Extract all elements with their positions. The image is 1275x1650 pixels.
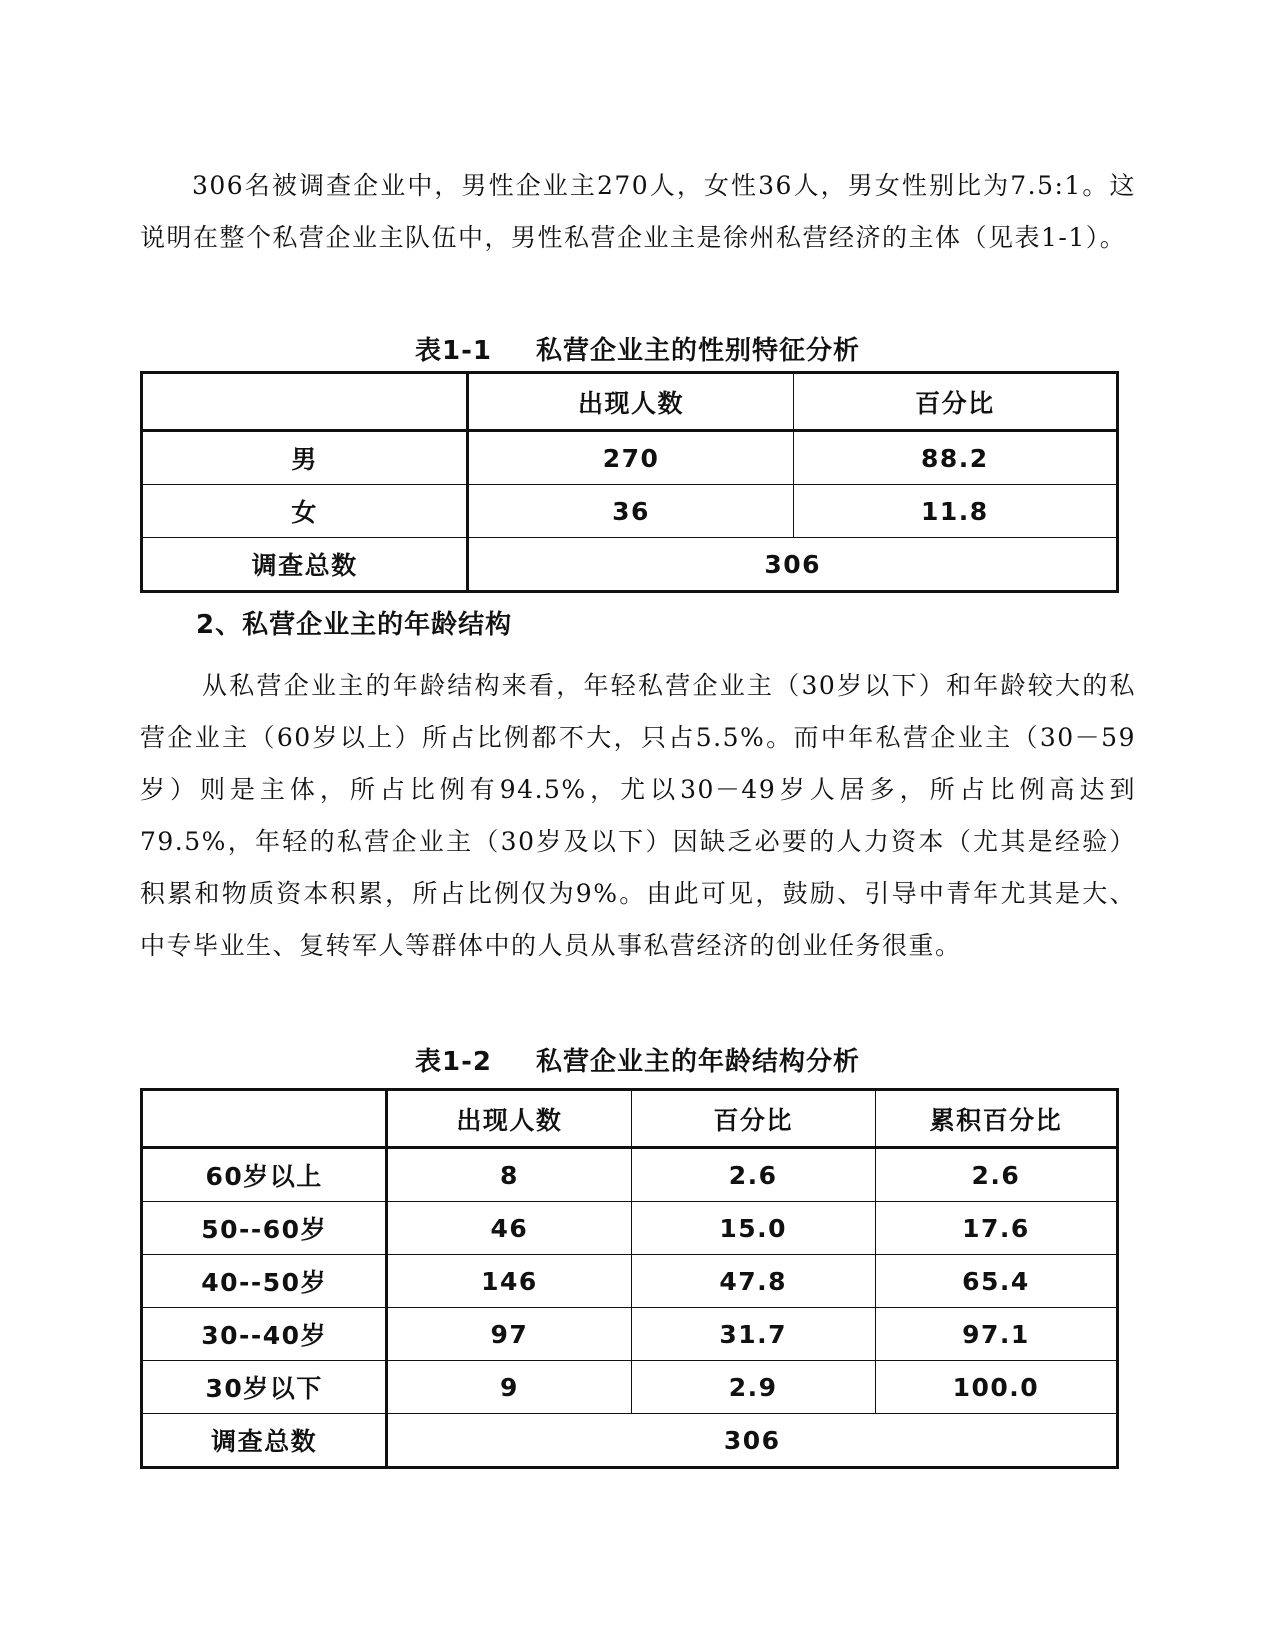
table-header-row [142,1090,1118,1148]
header-cell-count: 出现人数 [387,1090,631,1148]
row-label: 女 [142,485,468,538]
table1-caption-title: 私营企业主的性别特征分析 [535,336,860,366]
row-count: 97 [387,1308,631,1361]
total-value: 306 [468,538,1118,592]
header-cell-percent: 百分比 [631,1090,875,1148]
table-row [142,1148,1118,1202]
row-label: 男 [142,431,468,485]
total-row [142,538,1118,592]
row-label: 50--60岁 [142,1202,387,1255]
row-percent: 88.2 [793,431,1117,485]
row-percent: 15.0 [631,1202,875,1255]
table-row [142,431,1118,485]
row-count: 36 [468,485,793,538]
row-percent: 47.8 [631,1255,875,1308]
row-label: 30岁以下 [142,1361,387,1414]
total-label: 调查总数 [142,538,468,592]
row-count: 9 [387,1361,631,1414]
row-cumulative: 2.6 [875,1148,1117,1202]
row-label: 40--50岁 [142,1255,387,1308]
table1-caption-number: 表1-1 [415,336,492,366]
row-cumulative: 17.6 [875,1202,1117,1255]
header-cell-empty [142,1090,387,1148]
row-percent: 11.8 [793,485,1117,538]
age-paragraph: 从私营企业主的年龄结构来看，年轻私营企业主（30岁以下）和年龄较大的私营企业主（60岁以上）所占比例都不大，只占5.5%。而中年私营企业主（30－59岁）则是主体，所占比例有94.5%，尤以30－49岁人居多，所占比例高达到79.5%，年轻的私营企业主（30岁及以下）因缺乏必要的人力资本（尤其是经验）积累和物质资本积累，所占比例仅为9%。由此可见，鼓励、引导中青年尤其是大、中专毕业生、复转军人等群体中的人员从事私营经济的创业任务很重。 [140,671,1136,960]
row-label: 30--40岁 [142,1308,387,1361]
table-row [142,1202,1118,1255]
row-count: 270 [468,431,793,485]
age-table [140,1088,1119,1469]
header-cell-count: 出现人数 [468,373,793,431]
table2-caption-number: 表1-2 [415,1047,492,1077]
total-value: 306 [387,1414,1118,1468]
table-row [142,485,1118,538]
row-cumulative: 65.4 [875,1255,1117,1308]
table-row [142,1308,1118,1361]
gender-table [140,371,1119,593]
intro-paragraph: 306名被调查企业中，男性企业主270人，女性36人，男女性别比为7.5:1。这说明在整个私营企业主队伍中，男性私营企业主是徐州私营经济的主体（见表1-1）。 [140,171,1136,252]
table2-caption [0,1044,1275,1080]
section-heading: 2、私营企业主的年龄结构 [196,610,513,640]
header-cell-empty [142,373,468,431]
table-row [142,1361,1118,1414]
row-count: 8 [387,1148,631,1202]
table1-caption [0,333,1275,369]
table-row [142,1255,1118,1308]
row-count: 46 [387,1202,631,1255]
row-percent: 2.6 [631,1148,875,1202]
row-percent: 2.9 [631,1361,875,1414]
total-row [142,1414,1118,1468]
row-cumulative: 100.0 [875,1361,1117,1414]
header-cell-percent: 百分比 [793,373,1117,431]
row-label: 60岁以上 [142,1148,387,1202]
total-label: 调查总数 [142,1414,387,1468]
row-cumulative: 97.1 [875,1308,1117,1361]
row-count: 146 [387,1255,631,1308]
header-cell-cumulative: 累积百分比 [875,1090,1117,1148]
table2-caption-title: 私营企业主的年龄结构分析 [535,1047,860,1077]
row-percent: 31.7 [631,1308,875,1361]
table-header-row [142,373,1118,431]
